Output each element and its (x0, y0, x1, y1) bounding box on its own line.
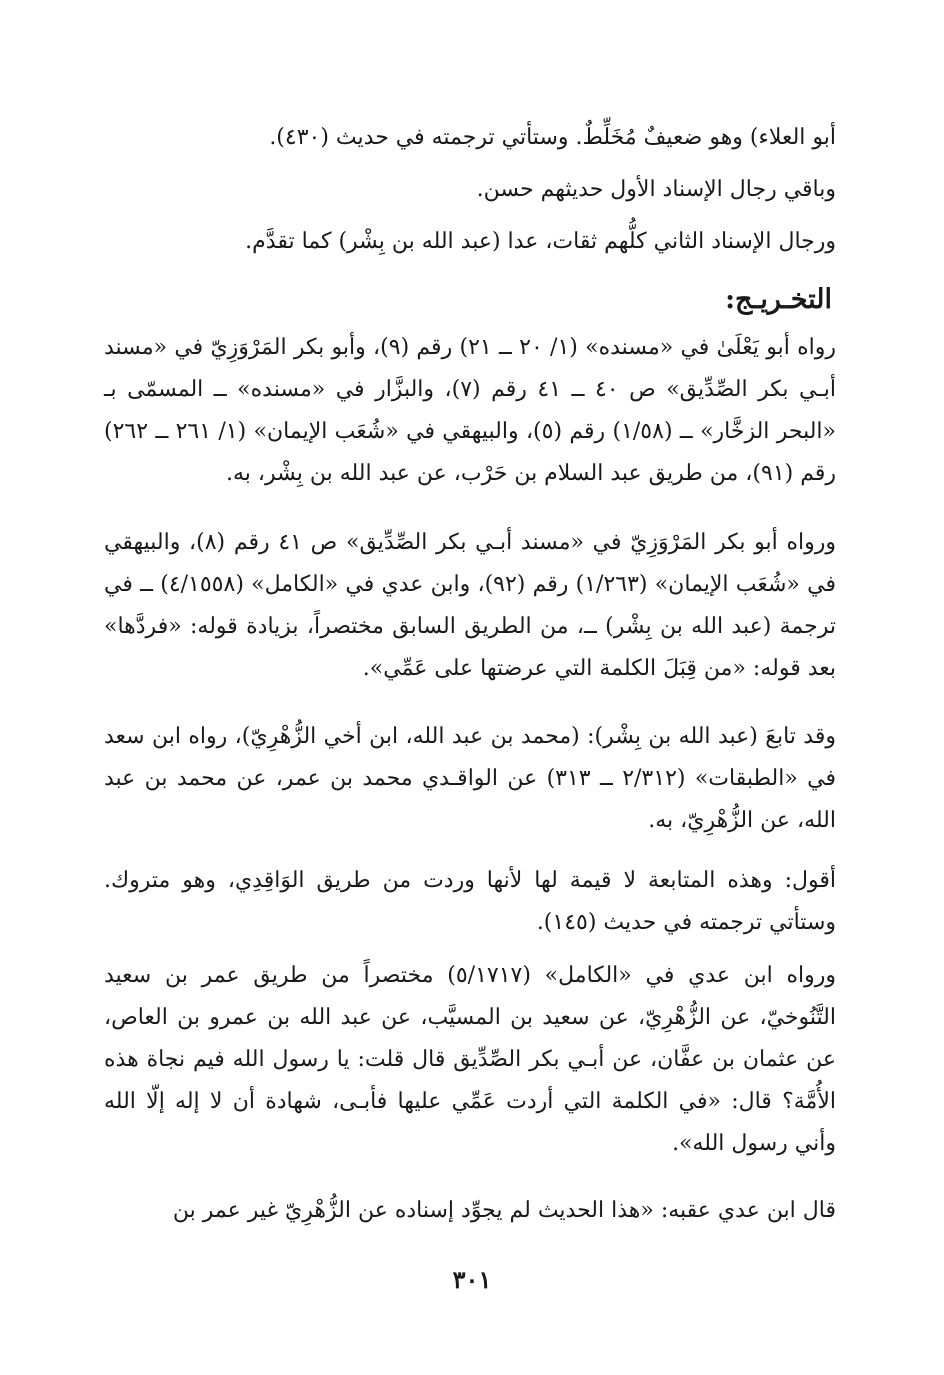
paragraph-7: أقول: وهذه المتابعة لا قيمة لها لأنها وردت من طريق الوَاقِدِي، وهو متروك. وستأتي ترجمته في حديث (١٤٥). (104, 868, 836, 935)
paragraph-5: ورواه أبو بكر المَرْوَزِيّ في «مسند أبـي بكر الصِّدِّيق» ص ٤١ رقم (٨)، والبيهقي في «شُعَب الإيمان» (١/٢٦٣) رقم (٩٢)، وابن عدي في «الكامل» (٤/١٥٥٨) ــ في ترجمة (عبد الله بن بِشْر) ــ، من الطريق السابق مختصراً، بزيادة قوله: «فردَّها» بعد قوله: «من قِبَلَ الكلمة التي عرضتها على عَمِّي». (104, 530, 836, 681)
paragraph-6: وقد تابعَ (عبد الله بن بِشْر): (محمد بن عبد الله، ابن أخي الزُّهْرِيّ)، رواه ابن سعد في «الطبقات» (٢/٣١٢ ــ ٣١٣) عن الواقـدي محمد بن عمر، عن محمد بن عبد الله، عن الزُّهْرِيّ، به. (104, 724, 836, 833)
page-number: ٣٠١ (452, 1265, 492, 1294)
paragraph-8: ورواه ابن عدي في «الكامل» (٥/١٧١٧) مختصراً من طريق عمر بن سعيد التَّنُوخيّ، عن الزُّهْرِيّ، عن سعيد بن المسيَّب، عن عبد الله بن عمرو بن العاص، عن عثمان بن عفَّان، عن أبـي بكر الصِّدِّيق قال قلت: يا رسول الله فيم نجاة هذه الأُمَّة؟ قال: «في الكلمة التي أردت عَمِّي عليها فأبـى، شهادة أن لا إله إلّا الله وأني رسول الله». (104, 963, 837, 1156)
paragraph-4: رواه أبو يَعْلَىٰ في «مسنده» (١/ ٢٠ ــ ٢١) رقم (٩)، وأبو بكر المَرْوَزِيّ في «مسند أبـي بكر الصِّدِّيق» ص ٤٠ ــ ٤١ رقم (٧)، والبزَّار في «مسنده» ــ المسمّى بـ «البحر الزخَّار» ــ (١/٥٨) رقم (٥)، والبيهقي في «شُعَب الإيمان» (١/ ٢٦١ ــ ٢٦٢) رقم (٩١)، من طريق عبد السلام بن حَرْب، عن عبد الله بن بِشْر، به. (104, 335, 836, 486)
paragraph-1: أبو العلاء) وهو ضعيفٌ مُخَلِّطٌ. وستأتي ترجمته في حديث (٤٣٠). (269, 125, 836, 150)
paragraph-3: ورجال الإسناد الثاني كلُّهم ثقات، عدا (عبد الله بن بِشْر) كما تقدَّم. (245, 229, 836, 254)
paragraph-9: قال ابن عدي عقبه: «هذا الحديث لم يجوِّد إسناده عن الزُّهْرِيّ غير عمر بن (172, 1198, 836, 1223)
paragraph-2: وباقي رجال الإسناد الأول حديثهم حسن. (476, 177, 836, 202)
section-heading-takhrij: التخـريـج: (725, 284, 832, 315)
